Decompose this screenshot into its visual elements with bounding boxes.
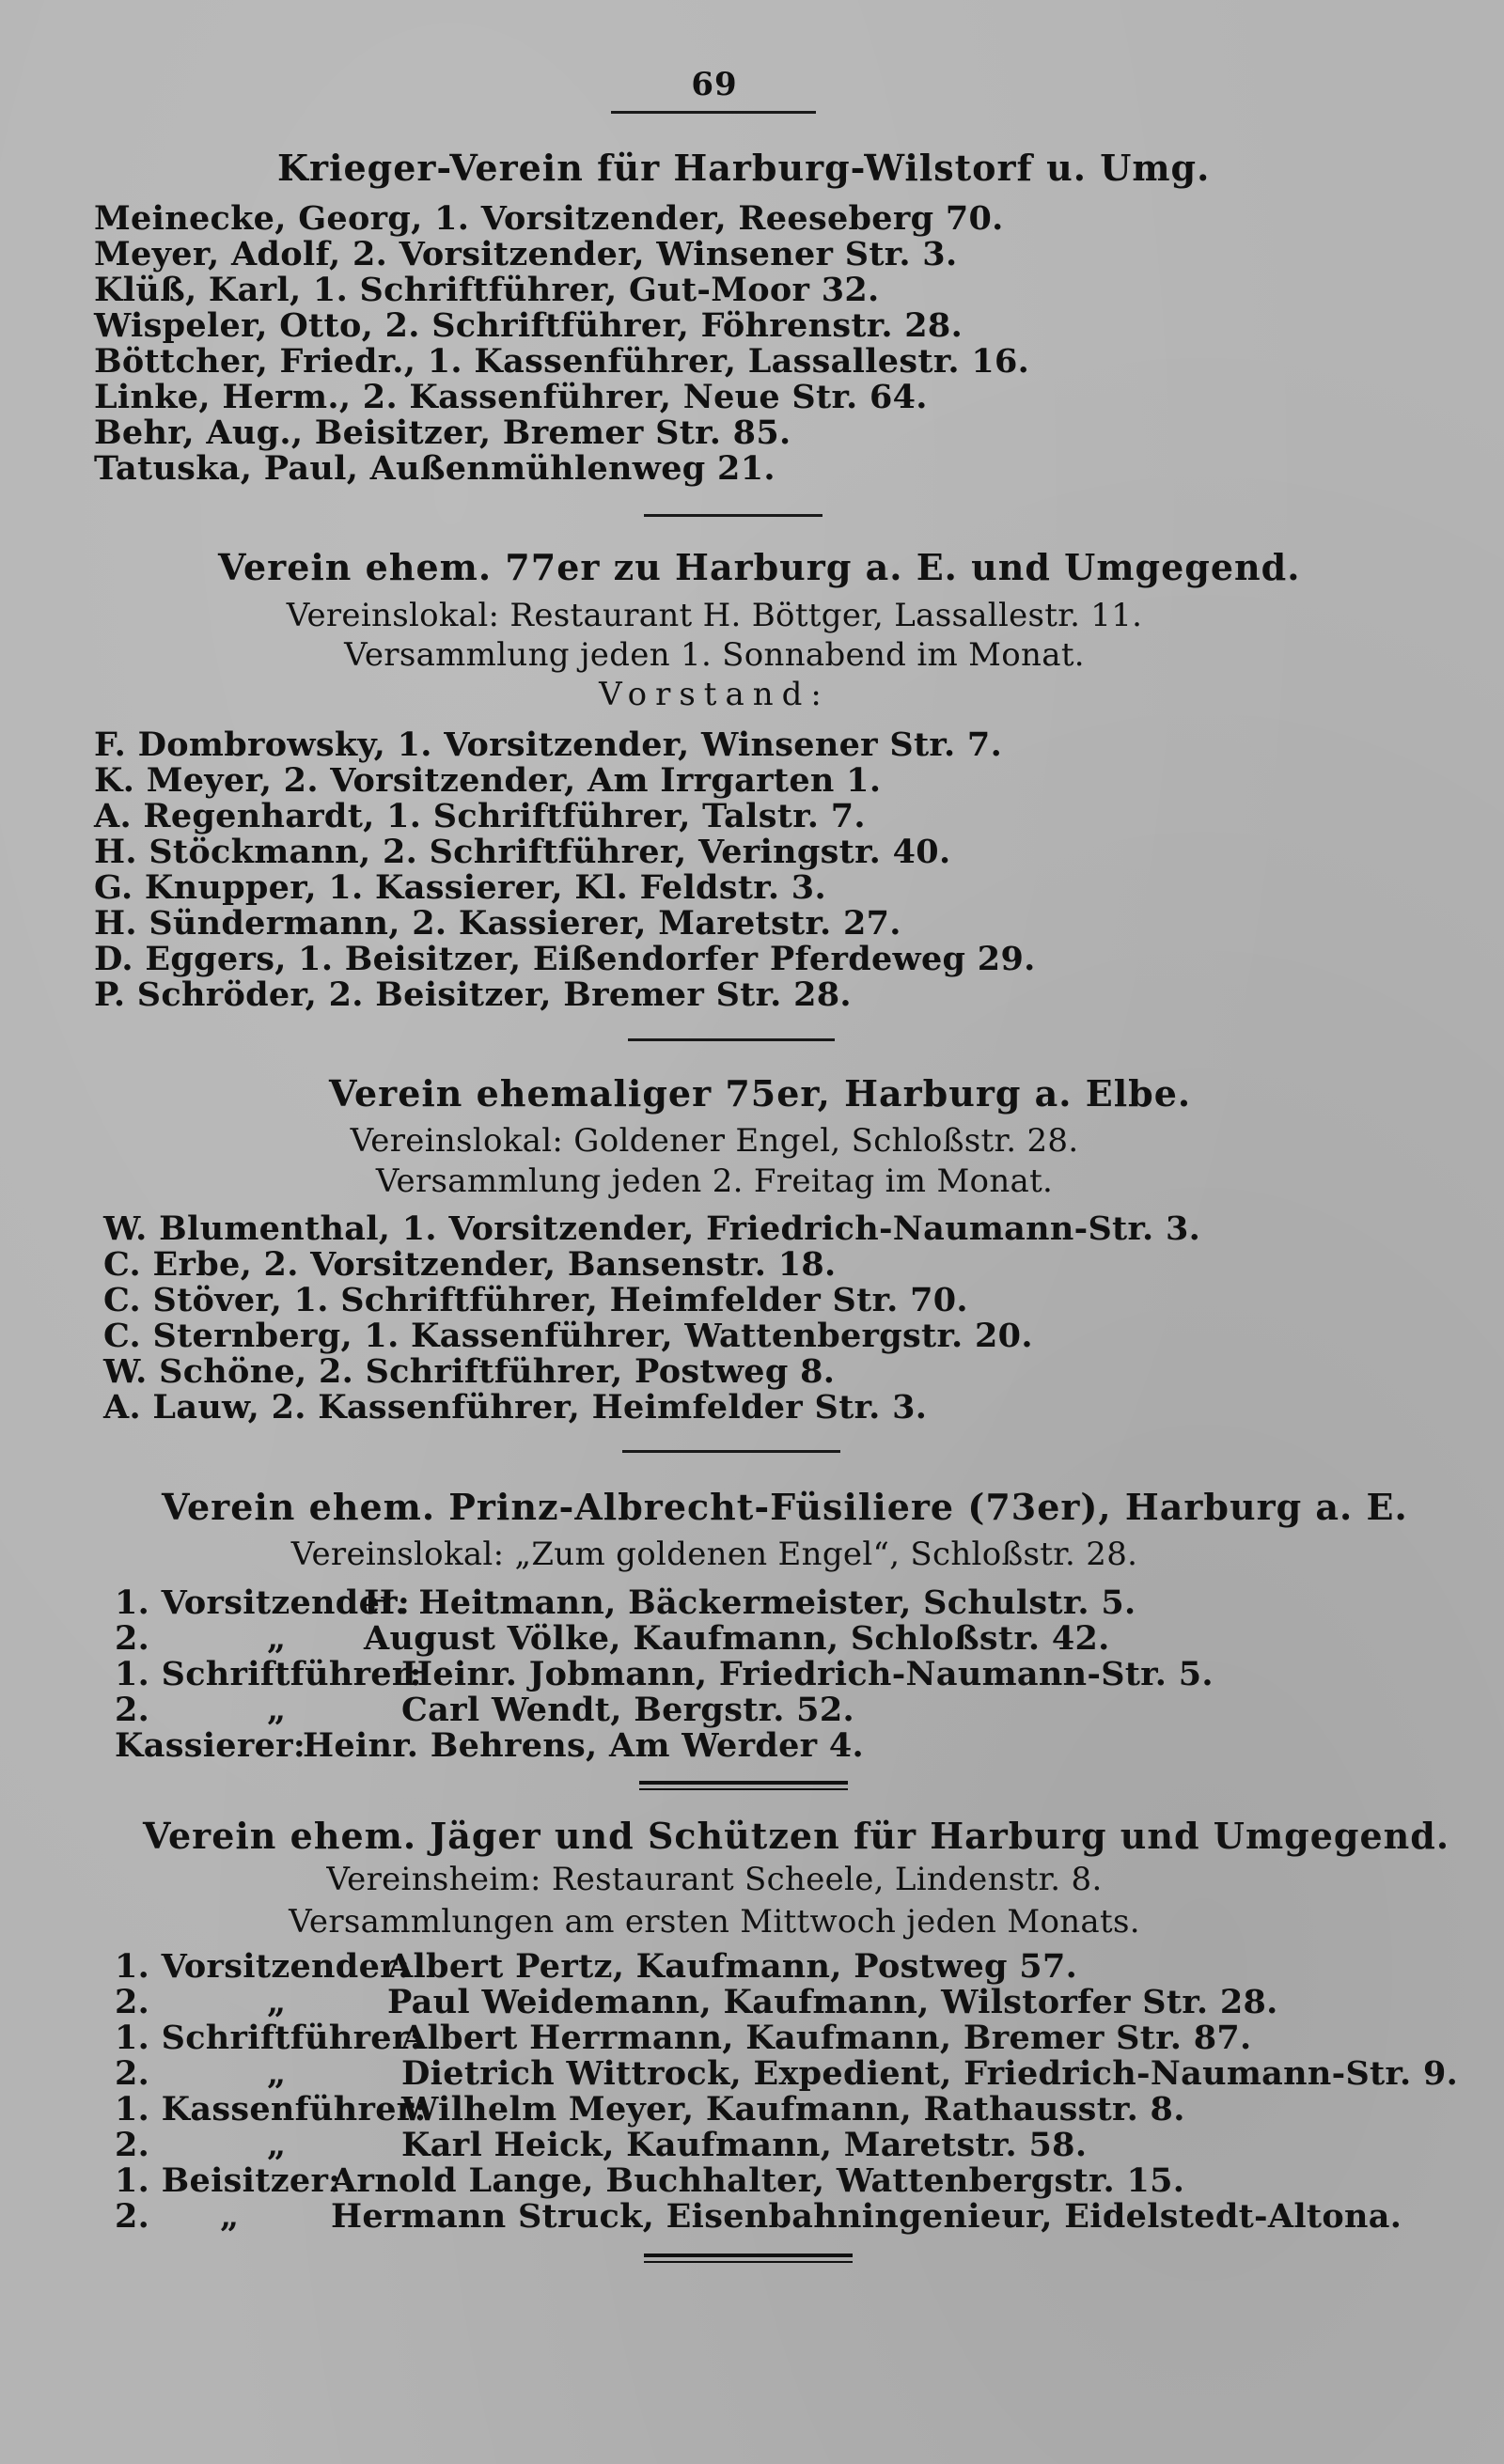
section-2-title: Verein ehem. 77er zu Harburg a. E. und Umgegend. (218, 546, 1301, 588)
section-5-meeting: Versammlungen am ersten Mittwoch jeden Monats. (289, 1903, 1140, 1941)
section-5-row-6 (115, 2126, 1088, 2164)
section-1-divider (644, 514, 822, 517)
section-2-entry-7: D. Eggers, 1. Beisitzer, Eißendorfer Pferdeweg 29. (94, 940, 1036, 978)
section-5-text-5: Wilhelm Meyer, Kaufmann, Rathausstr. 8. (401, 2090, 1185, 2129)
section-1-entry-1: Meinecke, Georg, 1. Vorsitzender, Reeseberg 70. (94, 199, 1004, 238)
section-2-entry-5: G. Knupper, 1. Kassierer, Kl. Feldstr. 3. (94, 868, 826, 907)
section-4-text-4: Carl Wendt, Bergstr. 52. (401, 1691, 854, 1729)
section-5-role-4: 2. „ (115, 2054, 287, 2093)
section-5-divider (644, 2253, 853, 2263)
section-4-title: Verein ehem. Prinz-Albrecht-Füsiliere (73er), Harburg a. E. (162, 1486, 1408, 1528)
section-1-entry-3: Klüß, Karl, 1. Schriftführer, Gut-Moor 32. (94, 271, 880, 309)
section-4-row-4 (115, 1691, 854, 1729)
page-number-rule (611, 111, 816, 114)
section-5-row-5 (115, 2090, 1185, 2129)
section-2-entry-4: H. Stöckmann, 2. Schriftführer, Veringstr. 40. (94, 833, 951, 871)
section-3-entry-4: C. Sternberg, 1. Kassenführer, Wattenbergstr. 20. (103, 1317, 1033, 1355)
section-2-entry-6: H. Sündermann, 2. Kassierer, Maretstr. 27. (94, 904, 901, 943)
section-4-role-5: Kassierer: (115, 1726, 306, 1765)
section-4-role-2: 2. „ (115, 1619, 287, 1658)
section-5-text-2: Paul Weidemann, Kaufmann, Wilstorfer Str. 28. (387, 1983, 1278, 2021)
section-5-text-4: Dietrich Wittrock, Expedient, Friedrich-Naumann-Str. 9. (401, 2054, 1459, 2093)
section-4-role-4: 2. „ (115, 1691, 287, 1729)
section-4-row-5 (115, 1726, 865, 1765)
section-5-role-7: 1. Beisitzer: (115, 2161, 341, 2200)
section-2-entry-2: K. Meyer, 2. Vorsitzender, Am Irrgarten 1. (94, 761, 882, 800)
section-5-role-3: 1. Schriftführer: (115, 2019, 422, 2057)
section-4-row-2 (115, 1619, 1110, 1658)
section-5-role-8: 2. „ (115, 2197, 240, 2236)
section-1-entry-7: Behr, Aug., Beisitzer, Bremer Str. 85. (94, 413, 791, 452)
section-5-text-3: Albert Herrmann, Kaufmann, Bremer Str. 87. (401, 2019, 1252, 2057)
section-5-text-1: Albert Pertz, Kaufmann, Postweg 57. (387, 1947, 1078, 1986)
section-4-role-1: 1. Vorsitzender: (115, 1583, 411, 1622)
section-4-row-1 (115, 1583, 1136, 1622)
section-4-row-3 (115, 1655, 1214, 1693)
section-2-lokal: Vereinslokal: Restaurant H. Böttger, Lassallestr. 11. (286, 597, 1143, 634)
section-3-entry-3: C. Stöver, 1. Schriftführer, Heimfelder Str. 70. (103, 1281, 968, 1319)
section-3-entry-2: C. Erbe, 2. Vorsitzender, Bansenstr. 18. (103, 1245, 837, 1284)
section-2-entry-3: A. Regenhardt, 1. Schriftführer, Talstr. 7. (94, 797, 866, 835)
section-1-entry-5: Böttcher, Friedr., 1. Kassenführer, Lassallestr. 16. (94, 342, 1030, 381)
section-3-entry-1: W. Blumenthal, 1. Vorsitzender, Friedrich-Naumann-Str. 3. (103, 1209, 1201, 1248)
section-5-text-8: Hermann Struck, Eisenbahningenieur, Eidelstedt-Altona. (331, 2197, 1402, 2236)
section-5-text-7: Arnold Lange, Buchhalter, Wattenbergstr. 15. (331, 2161, 1185, 2200)
page-number: 69 (691, 66, 738, 103)
section-4-text-2: August Völke, Kaufmann, Schloßstr. 42. (364, 1619, 1110, 1658)
section-5-role-6: 2. „ (115, 2126, 287, 2164)
section-5-text-6: Karl Heick, Kaufmann, Maretstr. 58. (401, 2126, 1088, 2164)
section-3-meeting: Versammlung jeden 2. Freitag im Monat. (375, 1162, 1054, 1200)
section-2-divider (628, 1038, 835, 1041)
section-3-title: Verein ehemaliger 75er, Harburg a. Elbe. (329, 1072, 1192, 1115)
section-3-entry-6: A. Lauw, 2. Kassenführer, Heimfelder Str. 3. (103, 1388, 928, 1427)
section-5-role-5: 1. Kassenführer: (115, 2090, 427, 2129)
section-4-divider (639, 1781, 848, 1790)
section-5-lokal: Vereinsheim: Restaurant Scheele, Lindenstr. 8. (326, 1861, 1103, 1898)
section-1-entry-2: Meyer, Adolf, 2. Vorsitzender, Winsener Str. 3. (94, 235, 958, 273)
section-2-meeting: Versammlung jeden 1. Sonnabend im Monat. (344, 636, 1085, 674)
section-4-lokal: Vereinslokal: „Zum goldenen Engel“, Schloßstr. 28. (290, 1536, 1138, 1573)
section-1-entry-4: Wispeler, Otto, 2. Schriftführer, Föhrenstr. 28. (94, 306, 964, 345)
section-2-entry-1: F. Dombrowsky, 1. Vorsitzender, Winsener Str. 7. (94, 725, 1003, 764)
section-2-entry-8: P. Schröder, 2. Beisitzer, Bremer Str. 28. (94, 975, 852, 1014)
section-4-role-3: 1. Schriftführer: (115, 1655, 422, 1693)
section-5-title: Verein ehem. Jäger und Schützen für Harburg und Umgegend. (143, 1815, 1450, 1857)
section-5-row-3 (115, 2019, 1252, 2057)
section-5-row-1 (115, 1947, 1078, 1986)
section-2-vorstand: Vorstand: (599, 676, 830, 713)
section-3-entry-5: W. Schöne, 2. Schriftführer, Postweg 8. (103, 1352, 836, 1391)
section-1-entry-8: Tatuska, Paul, Außenmühlenweg 21. (94, 449, 776, 488)
section-5-row-4 (115, 2054, 1459, 2093)
section-3-divider (622, 1450, 840, 1453)
section-5-row-7 (115, 2161, 1185, 2200)
section-5-role-2: 2. „ (115, 1983, 287, 2021)
section-1-entry-6: Linke, Herm., 2. Kassenführer, Neue Str. 64. (94, 378, 928, 416)
section-5-role-1: 1. Vorsitzender: (115, 1947, 411, 1986)
section-5-row-8 (115, 2197, 1402, 2236)
section-4-text-5: Heinr. Behrens, Am Werder 4. (303, 1726, 865, 1765)
section-4-text-3: Heinr. Jobmann, Friedrich-Naumann-Str. 5. (401, 1655, 1214, 1693)
section-4-text-1: H. Heitmann, Bäckermeister, Schulstr. 5. (364, 1583, 1136, 1622)
section-3-lokal: Vereinslokal: Goldener Engel, Schloßstr. 28. (350, 1122, 1079, 1160)
section-5-row-2 (115, 1983, 1278, 2021)
section-1-title: Krieger-Verein für Harburg-Wilstorf u. Umg. (277, 147, 1211, 189)
